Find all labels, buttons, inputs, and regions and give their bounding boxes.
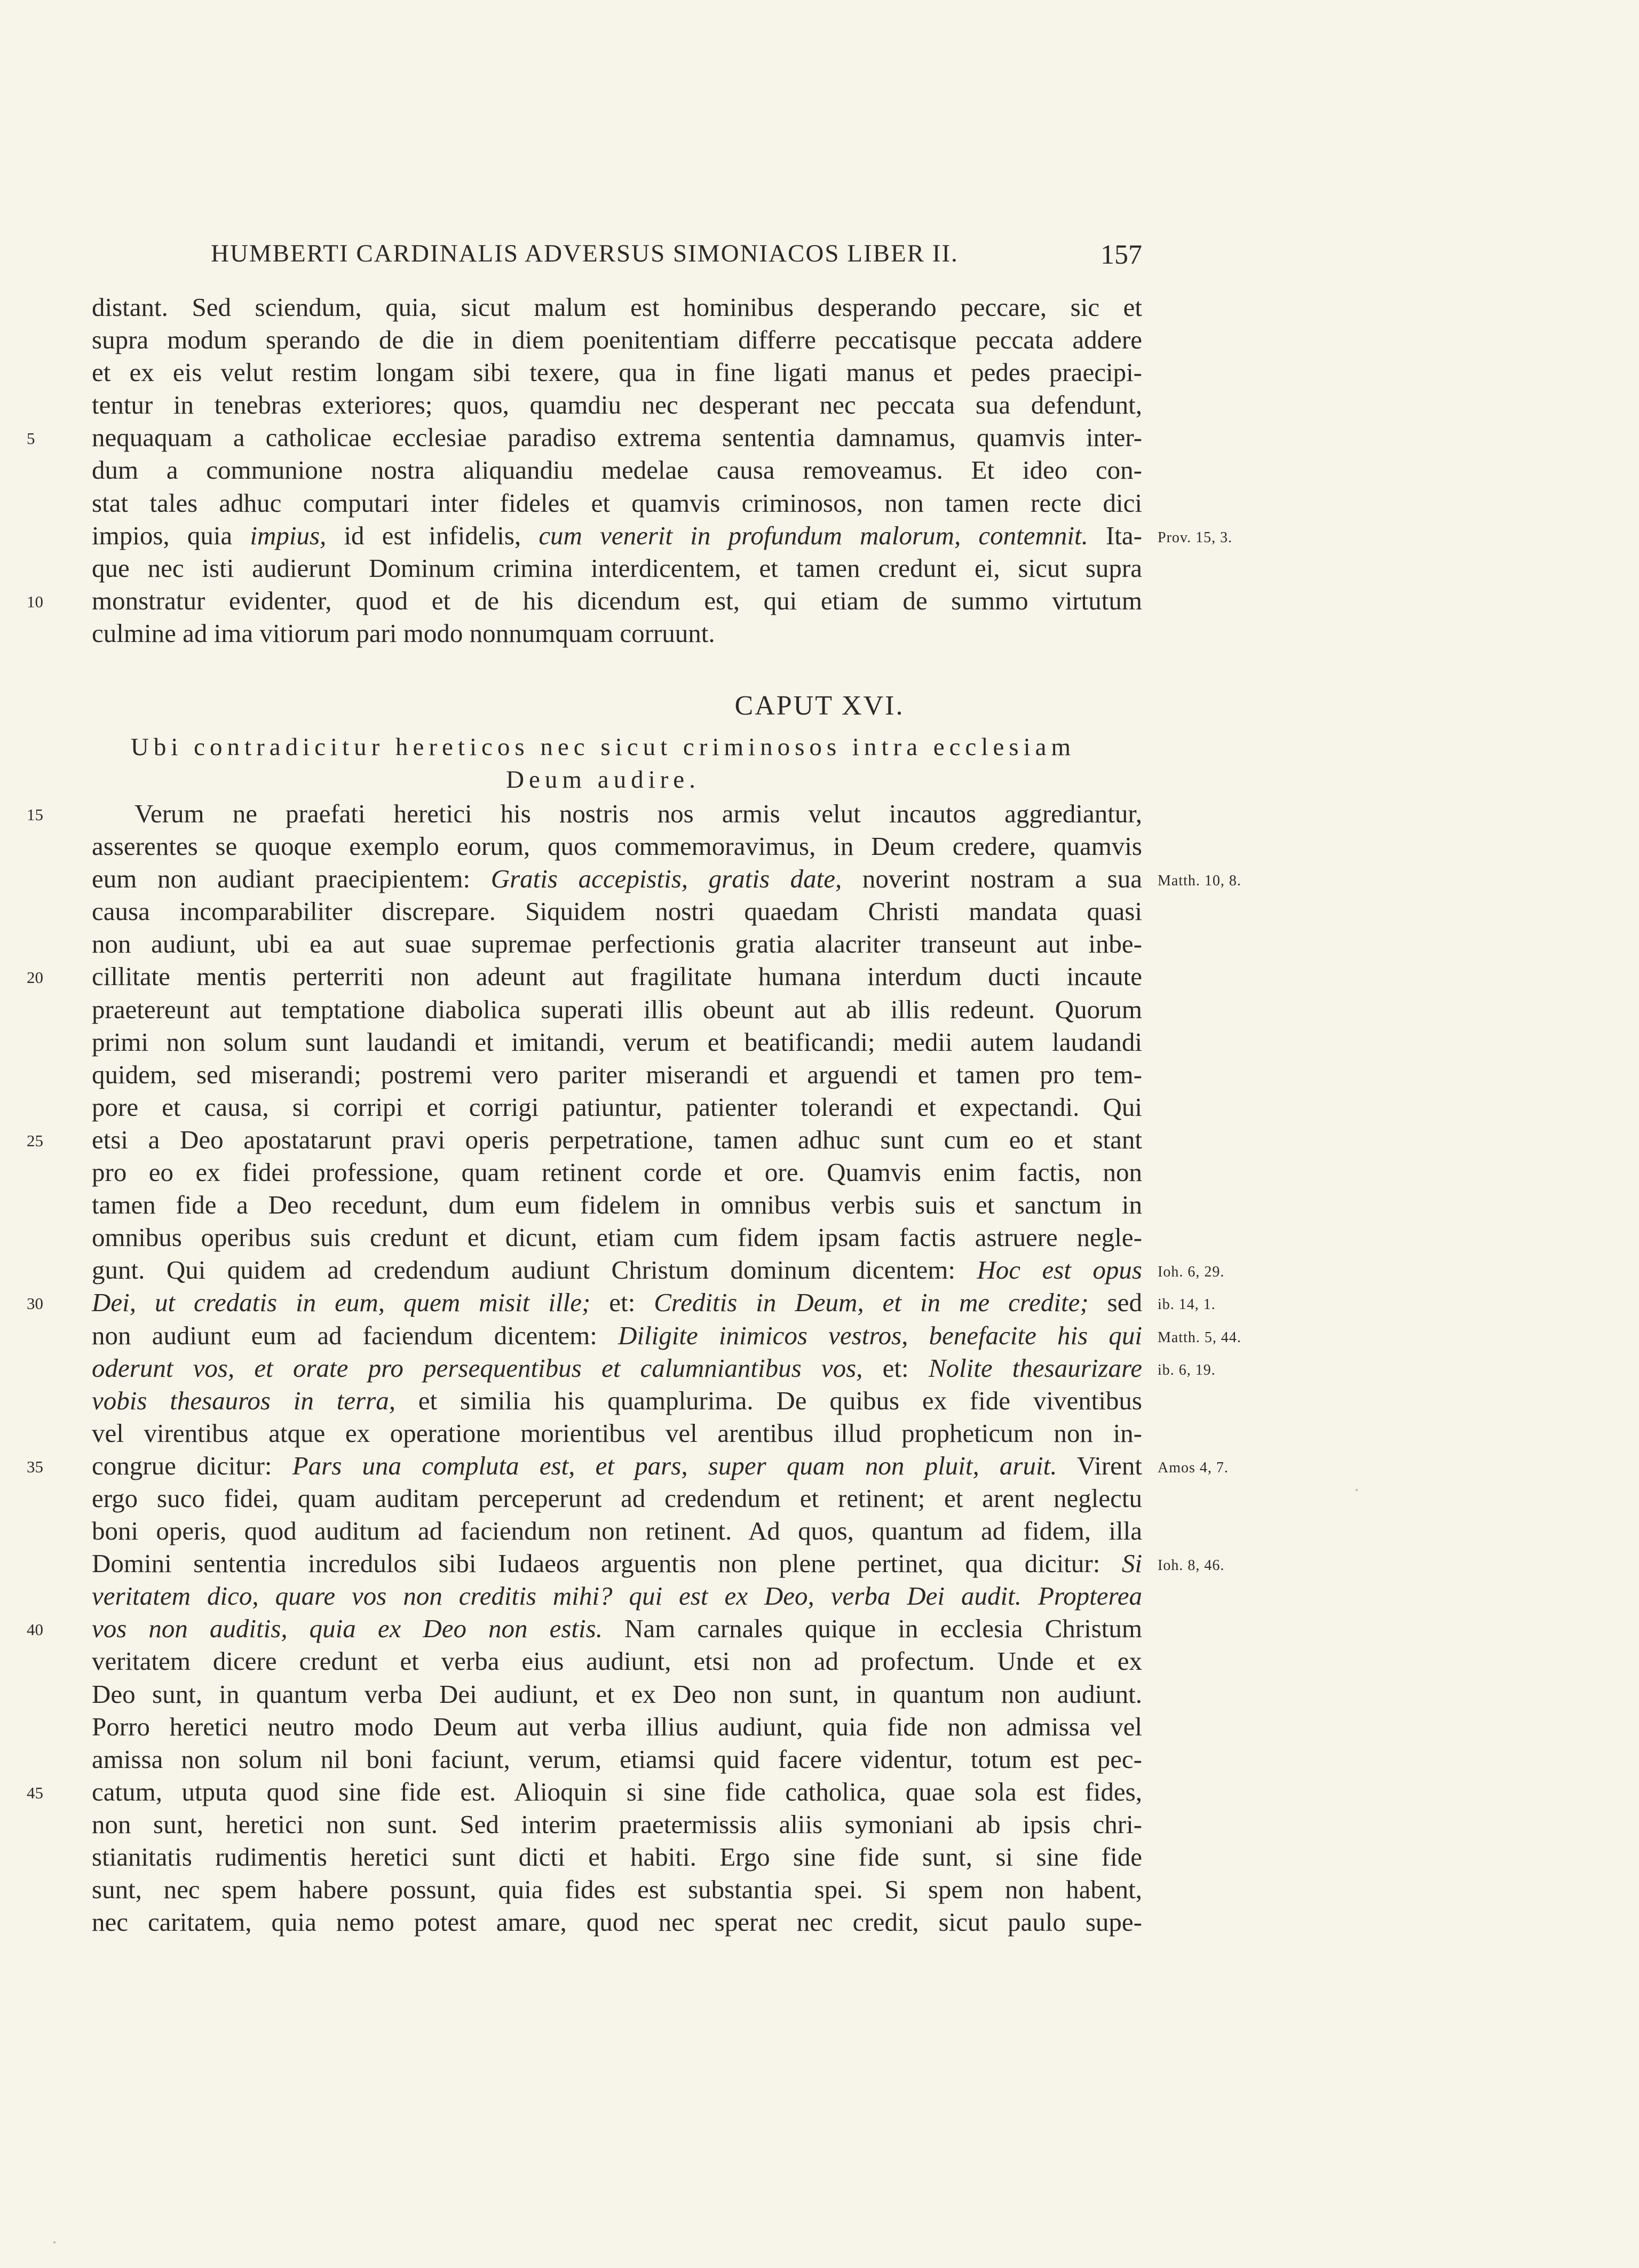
- marginal-reference: ib. 14, 1.: [1158, 1296, 1216, 1313]
- text-line: [27, 1124, 1426, 1157]
- italic-quotation: Hoc est opus: [977, 1255, 1142, 1285]
- text-span: stat tales adhuc computari inter fideles et quamvis criminosos, non tamen recte dici: [92, 488, 1142, 518]
- line-text: [92, 1027, 1142, 1057]
- text-line: [92, 1744, 1426, 1777]
- text-line: [92, 1092, 1426, 1125]
- text-span: et ex eis velut restim longam sibi texere, qua in fine ligati manus et pedes praecipi-: [92, 358, 1142, 387]
- line-number: 30: [27, 1294, 43, 1313]
- line-number: 35: [27, 1457, 43, 1476]
- paper-speck: [53, 2241, 56, 2243]
- text-span: vel virentibus atque ex operatione morientibus vel arentibus illud propheticum non in-: [92, 1418, 1142, 1448]
- text-span: pore et causa, si corripi et corrigi patiuntur, patienter tolerandi et expectandi. Qui: [92, 1092, 1142, 1122]
- line-text: [92, 1255, 1142, 1285]
- italic-quotation: Diligite inimicos vestros, benefacite his qui: [618, 1320, 1143, 1350]
- text-line: [92, 1027, 1426, 1060]
- italic-quotation: oderunt vos, et orate pro persequentibus et calumniantibus vos,: [92, 1353, 863, 1383]
- text-span: nequaquam a catholicae ecclesiae paradiso extrema sententia damnamus, quamvis inter-: [92, 423, 1142, 453]
- marginal-reference: Matth. 5, 44.: [1158, 1329, 1241, 1346]
- line-text: [92, 1125, 1142, 1155]
- text-line: [27, 1450, 1426, 1484]
- text-line: [92, 1060, 1426, 1092]
- text-line: [92, 1646, 1426, 1679]
- text-span: pro eo ex fidei professione, quam retinent corde et ore. Quamvis enim factis, non: [92, 1157, 1142, 1187]
- line-text: [92, 1418, 1142, 1448]
- line-number: 5: [27, 429, 35, 448]
- line-text: [92, 1353, 1142, 1383]
- italic-quotation: veritatem dico, quare vos non creditis mihi? qui est ex Deo, verba Dei audit. Propterea: [92, 1581, 1142, 1611]
- text-span: ergo suco fidei, quam auditam perceperunt ad credendum et retinent; et arent neglectu: [92, 1483, 1142, 1513]
- line-text: [92, 586, 1142, 616]
- line-text: [92, 358, 1142, 387]
- text-span: non audiunt, ubi ea aut suae supremae perfectionis gratia alacriter transeunt aut inbe-: [92, 929, 1142, 959]
- line-text: [92, 799, 1142, 829]
- text-span: monstratur evidenter, quod et de his dicendum est, qui etiam de summo virtutum: [92, 585, 1142, 615]
- line-text: [92, 864, 1142, 894]
- line-number: 15: [27, 805, 43, 824]
- text-span: stianitatis rudimentis heretici sunt dicti et habiti. Ergo sine fide sunt, si sine fide: [92, 1842, 1142, 1872]
- text-span: etsi a Deo apostatarunt pravi operis perpetratione, tamen adhuc sunt cum eo et stant: [92, 1124, 1142, 1154]
- line-text: [92, 1451, 1142, 1481]
- marginal-reference: Amos 4, 7.: [1158, 1459, 1229, 1476]
- text-span: amissa non solum nil boni faciunt, verum, etiamsi quid facere videntur, totum est pec-: [92, 1744, 1142, 1774]
- text-line: [92, 358, 1426, 390]
- marginal-reference: Ioh. 6, 29.: [1158, 1264, 1225, 1281]
- text-span: non sunt, heretici non sunt. Sed interim praetermissis aliis symoniani ab ipsis chri-: [92, 1809, 1142, 1839]
- italic-quotation: Creditis in Deum, et in me credite;: [654, 1288, 1089, 1318]
- text-block-top: [27, 292, 1426, 651]
- text-line: [92, 292, 1426, 325]
- marginal-reference: Prov. 15, 3.: [1158, 529, 1233, 546]
- text-line: [92, 1255, 1426, 1288]
- text-line: [92, 455, 1426, 488]
- text-span: Verum ne praefati heretici his nostris nos armis velut incautos aggrediantur,: [134, 799, 1142, 828]
- line-text: [92, 1581, 1142, 1611]
- text-line: [92, 1418, 1426, 1451]
- text-line: [27, 962, 1426, 994]
- line-text: [92, 325, 1142, 355]
- text-line: [92, 618, 1426, 651]
- text-line: [92, 1353, 1426, 1386]
- text-span: boni operis, quod auditum ad faciendum non retinent. Ad quos, quantum ad fidem, illa: [92, 1516, 1142, 1546]
- text-span: asserentes se quoque exemplo eorum, quos commemoravimus, in Deum credere, quamvis: [92, 831, 1142, 861]
- text-span: eum non audiant praecipientem:: [92, 864, 491, 894]
- text-span: culmine ad ima vitiorum pari modo nonnumquam corruunt.: [92, 618, 715, 648]
- line-text: [92, 1744, 1142, 1774]
- text-span: causa incomparabiliter discrepare. Siquidem nostri quaedam Christi mandata quasi: [92, 897, 1142, 926]
- text-line: [92, 929, 1426, 962]
- text-span: Ita-: [1088, 520, 1142, 550]
- text-span: et:: [590, 1288, 654, 1318]
- text-span: id est infidelis,: [326, 520, 539, 550]
- line-text: [92, 1157, 1142, 1187]
- text-line: [92, 553, 1426, 586]
- text-line: [92, 1810, 1426, 1842]
- italic-quotation: impius,: [250, 520, 327, 550]
- text-line: [92, 1549, 1426, 1581]
- text-span: tentur in tenebras exteriores; quos, quamdiu nec desperant nec peccata sua defendunt,: [92, 390, 1142, 420]
- line-text: [92, 1516, 1142, 1546]
- line-text: [92, 1614, 1142, 1644]
- line-text: [92, 1679, 1142, 1709]
- line-text: [92, 897, 1142, 926]
- text-line: [92, 390, 1426, 423]
- text-line: [92, 1157, 1426, 1190]
- page-header: [211, 239, 1142, 276]
- text-span: supra modum sperando de die in diem poenitentiam differre peccatisque peccata addere: [92, 325, 1142, 355]
- line-number: 45: [27, 1783, 43, 1802]
- text-span: congrue dicitur:: [92, 1450, 292, 1480]
- line-text: [92, 995, 1142, 1025]
- line-text: [92, 1777, 1142, 1807]
- text-span: Virent: [1057, 1450, 1142, 1480]
- line-text: [92, 1223, 1142, 1252]
- text-line: [92, 1679, 1426, 1712]
- line-text: [92, 292, 1142, 322]
- text-line: [92, 1223, 1426, 1255]
- italic-quotation: vos non auditis, quia ex Deo non estis.: [92, 1614, 603, 1644]
- line-text: [92, 488, 1142, 518]
- italic-quotation: Pars una compluta est, et pars, super quam non pluit, aruit.: [292, 1450, 1057, 1480]
- text-block-main: [27, 799, 1426, 1940]
- text-span: quidem, sed miserandi; postremi vero pariter miserandi et arguendi et tamen pro tem-: [92, 1059, 1142, 1089]
- text-line: [92, 1907, 1426, 1940]
- text-span: primi non solum sunt laudandi et imitandi, verum et beatificandi; medii autem laudandi: [92, 1027, 1142, 1057]
- line-text: [92, 553, 1142, 583]
- italic-quotation: Nolite thesaurizare: [928, 1353, 1142, 1383]
- text-line: [92, 897, 1426, 929]
- marginal-reference: ib. 6, 19.: [1158, 1361, 1216, 1378]
- line-text: [92, 1907, 1142, 1937]
- italic-quotation: cum venerit in profundum malorum, contemnit.: [539, 520, 1088, 550]
- text-line: [92, 521, 1426, 553]
- text-line: [27, 1777, 1426, 1810]
- text-line: [92, 1190, 1426, 1223]
- text-span: sed: [1088, 1288, 1142, 1318]
- line-number: 25: [27, 1131, 43, 1150]
- text-span: non audiunt eum ad faciendum dicentem:: [92, 1320, 619, 1350]
- page-number: 157: [1100, 240, 1142, 270]
- text-line: [92, 325, 1426, 358]
- text-span: praetereunt aut temptatione diabolica superati illis obeunt aut ab illis redeunt. Quorum: [92, 994, 1142, 1024]
- line-text: [92, 1712, 1142, 1742]
- italic-quotation: Dei, ut credatis in eum, quem misit ille;: [92, 1288, 591, 1318]
- marginal-reference: Ioh. 8, 46.: [1158, 1557, 1225, 1574]
- text-span: cillitate mentis perterriti non adeunt aut fragilitate humana interdum ducti incaute: [92, 962, 1142, 992]
- text-span: veritatem dicere credunt et verba eius audiunt, etsi non ad profectum. Unde et ex: [92, 1646, 1142, 1676]
- line-text: [92, 1321, 1142, 1351]
- text-span: Nam carnales quique in ecclesia Christum: [602, 1614, 1142, 1644]
- text-line: [27, 585, 1426, 618]
- line-text: [92, 1060, 1142, 1090]
- text-span: nec caritatem, quia nemo potest amare, quod nec sperat nec credit, sicut paulo supe-: [92, 1907, 1142, 1937]
- line-number: 40: [27, 1620, 43, 1639]
- line-text: [92, 1842, 1142, 1872]
- text-span: Porro heretici neutro modo Deum aut verba illius audiunt, quia fide non admissa vel: [92, 1711, 1142, 1741]
- text-line: [27, 1614, 1426, 1646]
- text-span: et similia his quamplurima. De quibus ex fide viventibus: [395, 1385, 1143, 1415]
- running-title: HUMBERTI CARDINALIS ADVERSUS SIMONIACOS LIBER II.: [211, 240, 959, 267]
- line-number: 20: [27, 968, 43, 987]
- chapter-subtitle: Ubi contradicitur hereticos nec sicut criminosos intra ecclesiam Deum audire.: [130, 733, 1076, 794]
- text-line: [92, 1484, 1426, 1516]
- text-line: [27, 799, 1426, 831]
- text-line: [92, 864, 1426, 897]
- paper-speck: [1356, 1489, 1358, 1491]
- text-line: [92, 831, 1426, 864]
- text-line: [92, 1712, 1426, 1744]
- text-span: gunt. Qui quidem ad credendum audiunt Christum dominum dicentem:: [92, 1255, 977, 1285]
- line-text: [92, 1810, 1142, 1839]
- line-text: [92, 962, 1142, 992]
- text-span: dum a communione nostra aliquandiu medelae causa removeamus. Et ideo con-: [92, 455, 1142, 485]
- text-line: [92, 995, 1426, 1027]
- line-text: [92, 1092, 1142, 1122]
- line-text: [92, 390, 1142, 420]
- text-span: omnibus operibus suis credunt et dicunt, etiam cum fidem ipsam factis astruere negle-: [92, 1223, 1142, 1252]
- line-number: 10: [27, 592, 43, 611]
- line-text: [92, 1646, 1142, 1676]
- text-line: [92, 1875, 1426, 1907]
- text-span: que nec isti audierunt Dominum crimina interdicentem, et tamen credunt ei, sicut supra: [92, 553, 1142, 583]
- text-span: tamen fide a Deo recedunt, dum eum fidelem in omnibus verbis suis et sanctum in: [92, 1190, 1142, 1220]
- line-text: [92, 455, 1142, 485]
- italic-quotation: Si: [1121, 1549, 1142, 1579]
- text-span: et:: [862, 1353, 929, 1383]
- marginal-reference: Matth. 10, 8.: [1158, 873, 1241, 890]
- text-line: [92, 1516, 1426, 1549]
- italic-quotation: vobis thesauros in terra,: [92, 1385, 395, 1415]
- line-text: [92, 1386, 1142, 1416]
- text-span: sunt, nec spem habere possunt, quia fides est substantia spei. Si spem non habent,: [92, 1875, 1142, 1905]
- text-line: [92, 488, 1426, 521]
- text-span: Deo sunt, in quantum verba Dei audiunt, et ex Deo non sunt, in quantum non audiunt.: [92, 1679, 1142, 1709]
- line-text: [92, 521, 1142, 551]
- line-text: [92, 1288, 1142, 1318]
- text-span: impios, quia: [92, 520, 250, 550]
- text-line: [92, 1581, 1426, 1614]
- text-line: [92, 1321, 1426, 1353]
- line-text: [92, 929, 1142, 959]
- text-span: catum, utputa quod sine fide est. Alioquin si sine fide catholica, quae sola est fides,: [92, 1777, 1142, 1806]
- text-span: distant. Sed sciendum, quia, sicut malum est hominibus desperando peccare, sic et: [92, 292, 1142, 322]
- text-span: noverint nostram a sua: [842, 864, 1142, 894]
- text-line: [92, 1842, 1426, 1875]
- text-line: [27, 423, 1426, 455]
- italic-quotation: Gratis accepistis, gratis date,: [490, 864, 842, 894]
- line-text: [92, 423, 1142, 453]
- text-line: [92, 1386, 1426, 1418]
- line-text: [92, 831, 1142, 861]
- chapter-title: CAPUT XVI.: [734, 691, 905, 721]
- line-text: [92, 1875, 1142, 1905]
- text-line: [27, 1288, 1426, 1320]
- text-span: Domini sententia incredulos sibi Iudaeos arguentis non plene pertinet, qua dicitur:: [92, 1549, 1122, 1579]
- line-text: [92, 618, 1142, 648]
- line-text: [92, 1549, 1142, 1579]
- line-text: [92, 1190, 1142, 1220]
- line-text: [92, 1484, 1142, 1513]
